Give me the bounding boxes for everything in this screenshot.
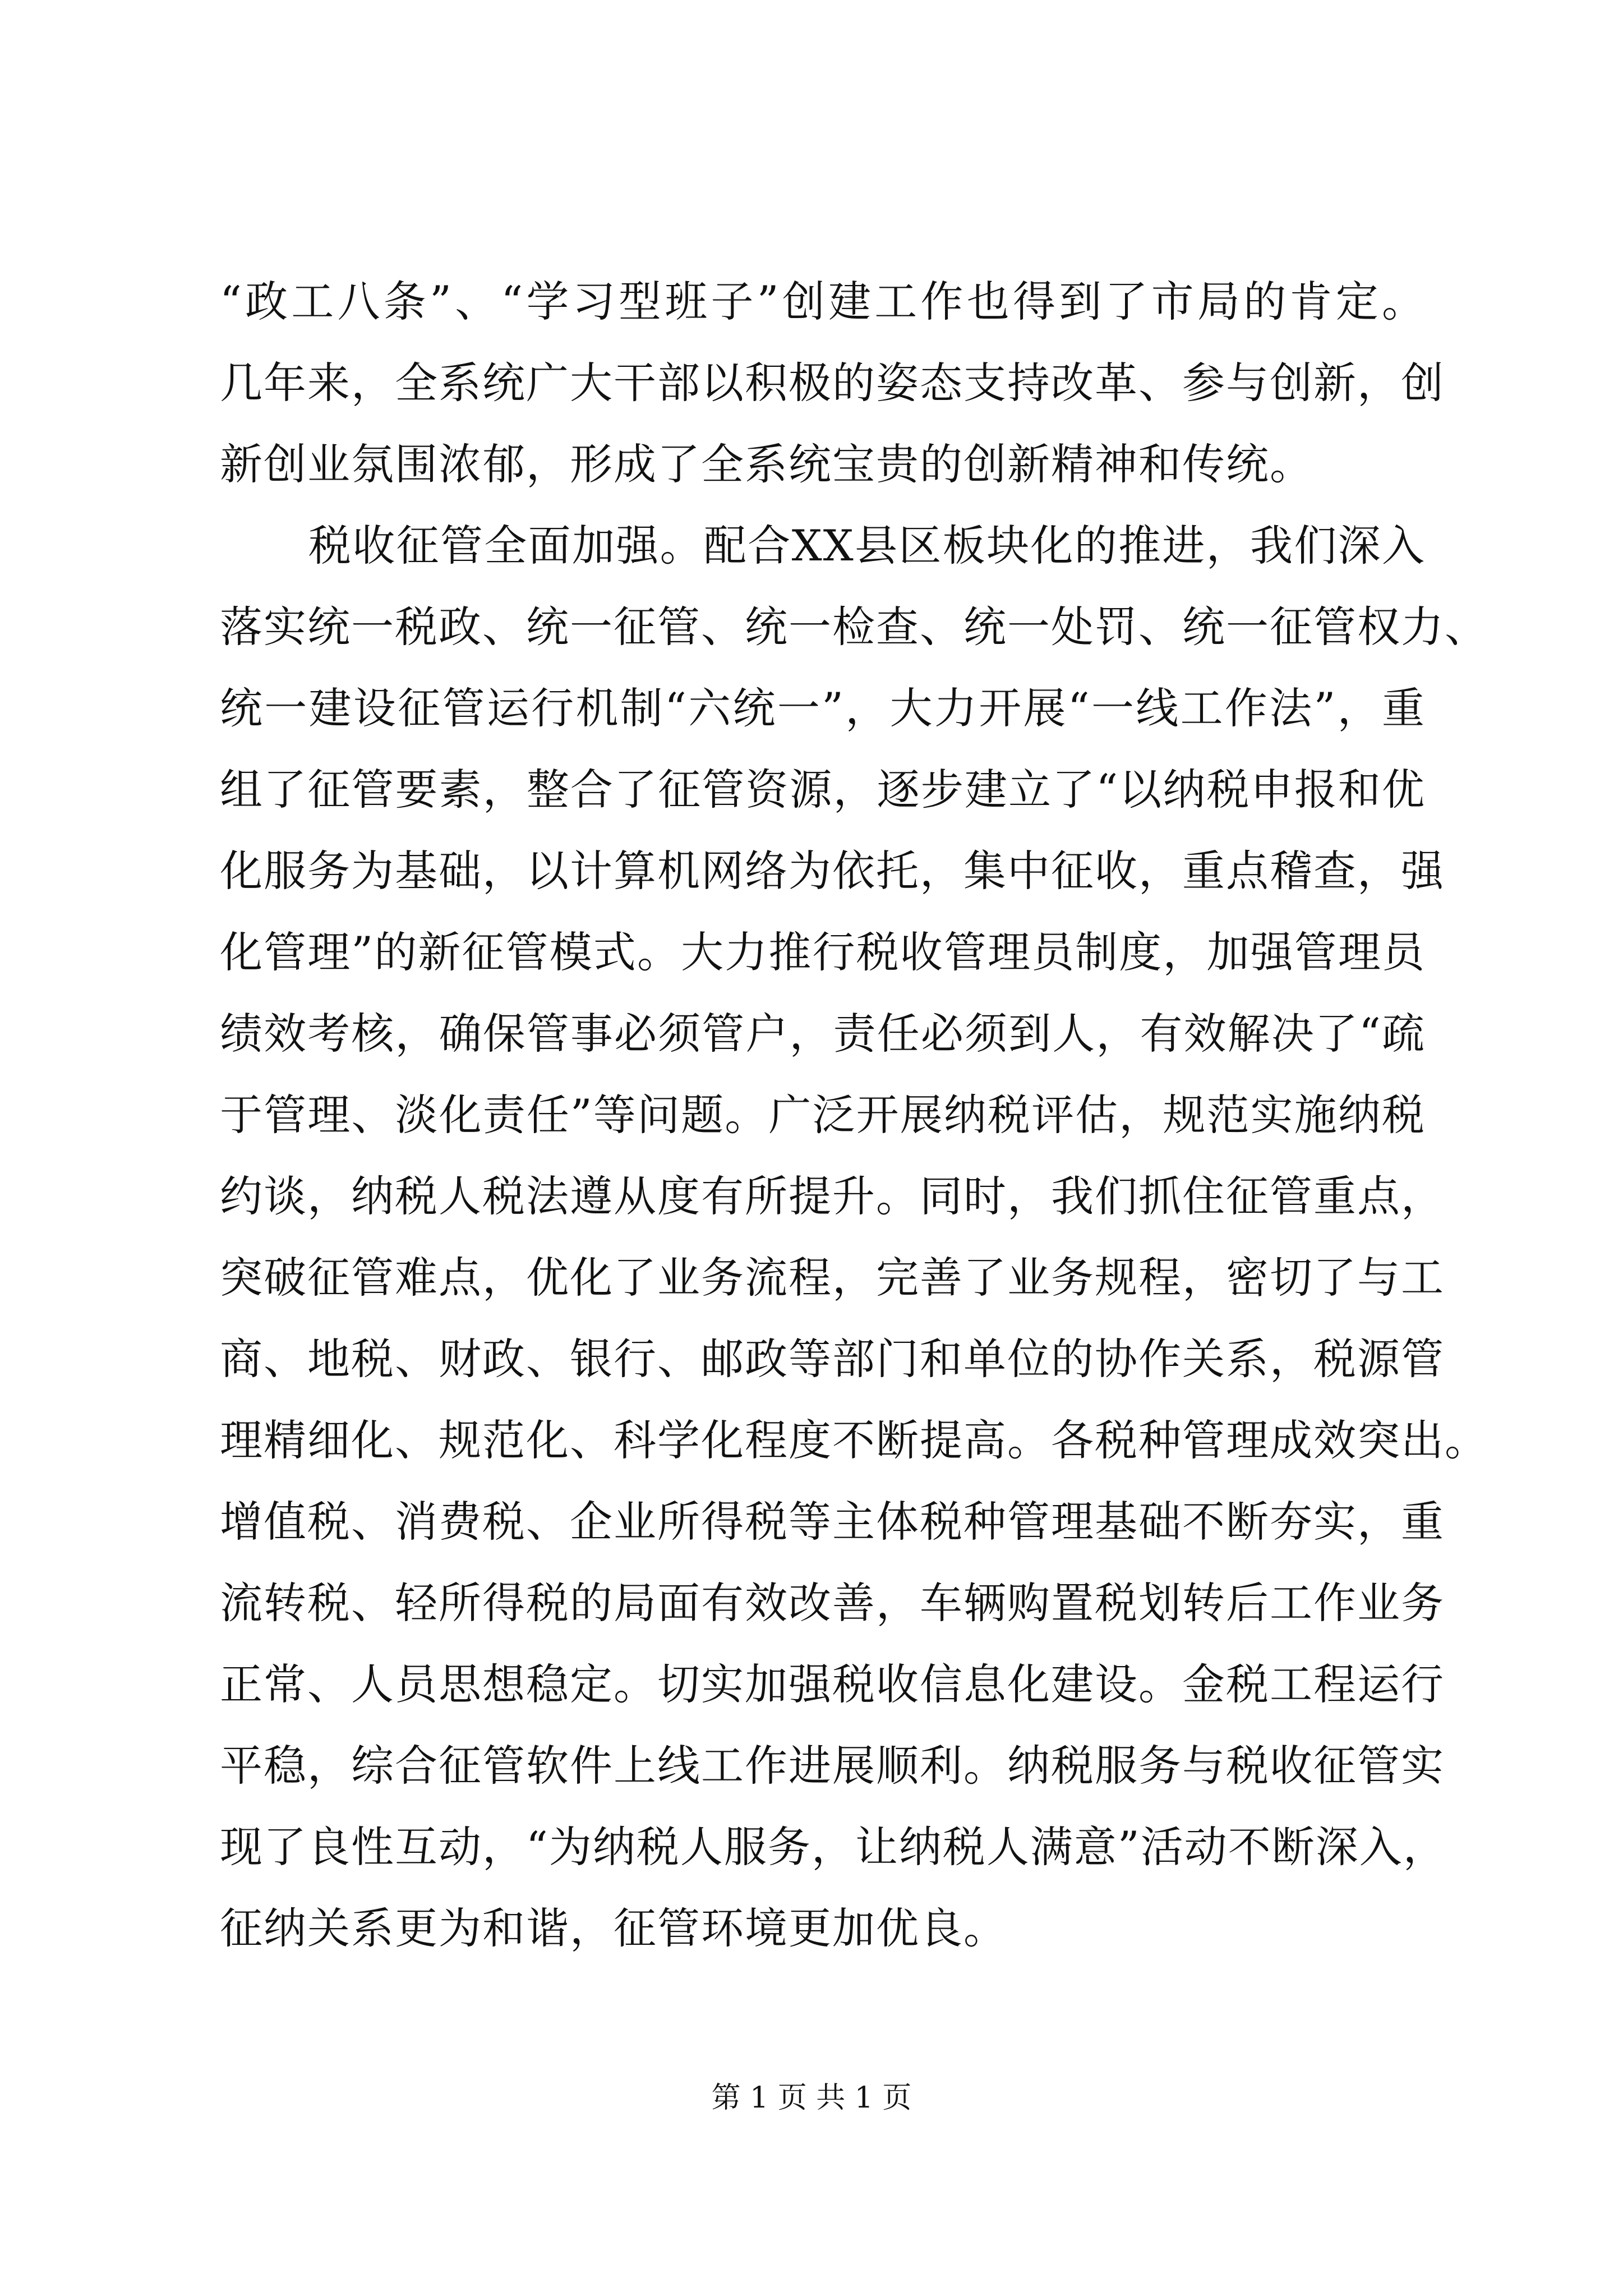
paragraph	[220, 261, 1445, 505]
text-line: 新创业氛围浓郁，形成了全系统宝贵的创新精神和传统。	[220, 439, 1313, 489]
text-line: 税收征管全面加强。配合XX县区板块化的推进，我们深入	[308, 521, 1426, 570]
page-footer: 第 1 页 共 1 页	[711, 2081, 912, 2115]
text-line: 征纳关系更为和谐，征管环境更加优良。	[220, 1903, 1007, 1953]
text-line: 组了征管要素，整合了征管资源，逐步建立了“以纳税申报和优	[220, 765, 1426, 815]
text-line: 化管理”的新征管模式。大力推行税收管理员制度，加强管理员	[220, 927, 1426, 977]
text-line: 于管理、淡化责任”等问题。广泛开展纳税评估，规范实施纳税	[220, 1090, 1426, 1140]
paragraph	[220, 505, 1488, 1969]
text-line: 统一建设征管运行机制“六统一”，大力开展“一线工作法”，重	[220, 683, 1426, 733]
text-line: 约谈，纳税人税法遵从度有所提升。同时，我们抓住征管重点，	[220, 1171, 1445, 1221]
text-line: “政工八条”、“学习型班子”创建工作也得到了市局的肯定。	[220, 277, 1426, 326]
text-line: 正常、人员思想稳定。切实加强税收信息化建设。金税工程运行	[220, 1659, 1445, 1709]
text-line: 绩效考核，确保管事必须管户，责任必须到人，有效解决了“疏	[220, 1009, 1426, 1059]
text-line: 落实统一税政、统一征管、统一检查、统一处罚、统一征管权力、	[220, 602, 1488, 652]
text-line: 突破征管难点，优化了业务流程，完善了业务规程，密切了与工	[220, 1253, 1445, 1303]
text-line: 化服务为基础，以计算机网络为依托，集中征收，重点稽查，强	[220, 846, 1445, 896]
text-line: 几年来，全系统广大干部以积极的姿态支持改革、参与创新，创	[220, 358, 1445, 408]
document-body	[220, 261, 1488, 1969]
text-line: 平稳，综合征管软件上线工作进展顺利。纳税服务与税收征管实	[220, 1741, 1445, 1791]
text-line: 商、地税、财政、银行、邮政等部门和单位的协作关系，税源管	[220, 1334, 1445, 1384]
text-line: 现了良性互动，“为纳税人服务，让纳税人满意”活动不断深入，	[220, 1822, 1447, 1872]
text-line: 增值税、消费税、企业所得税等主体税种管理基础不断夯实，重	[220, 1497, 1445, 1547]
text-line: 理精细化、规范化、科学化程度不断提高。各税种管理成效突出。	[220, 1415, 1488, 1465]
text-line: 流转税、轻所得税的局面有效改善，车辆购置税划转后工作业务	[220, 1578, 1445, 1628]
